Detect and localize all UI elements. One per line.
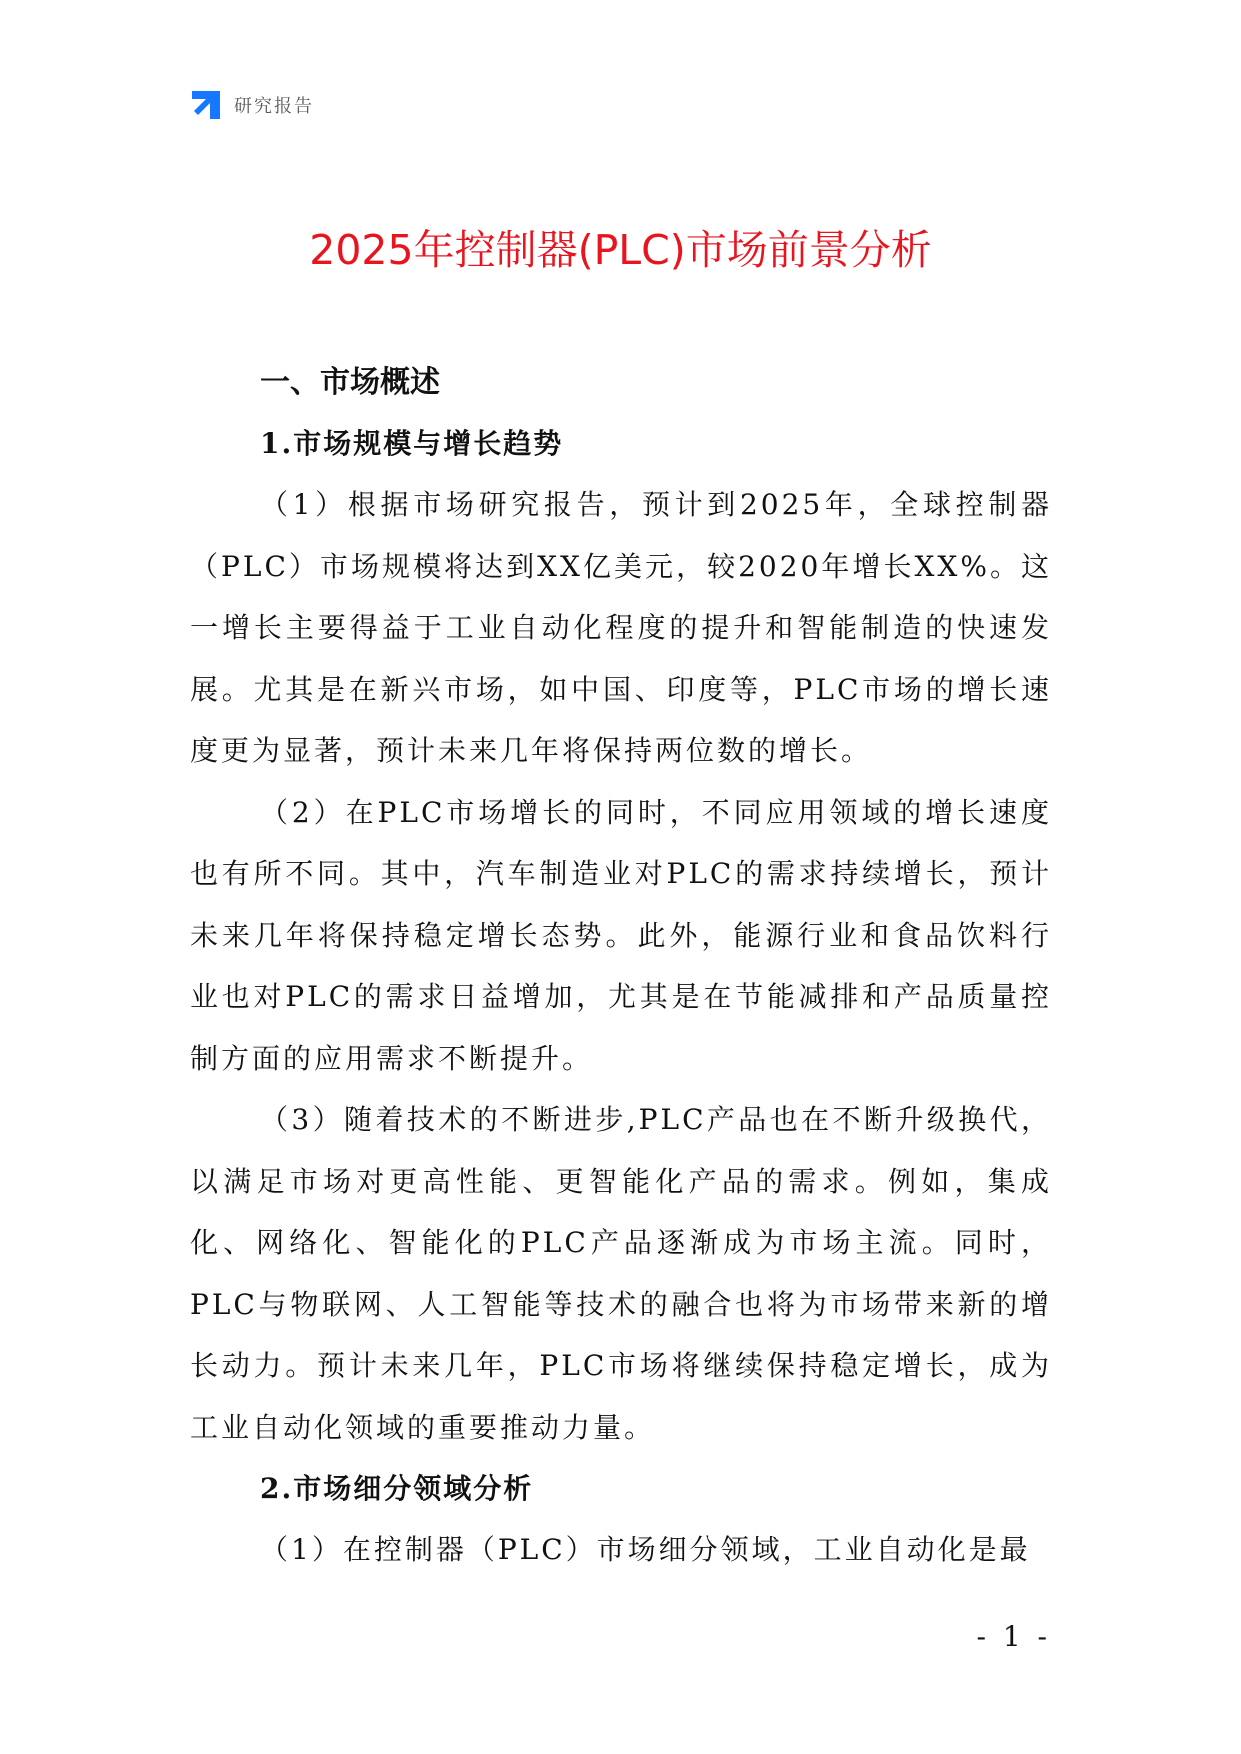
document-body xyxy=(190,352,1052,1581)
paragraph-4: （1）在控制器（PLC）市场细分领域，工业自动化是最 xyxy=(260,1533,1031,1566)
header-label: 研究报告 xyxy=(234,96,314,117)
paragraph-3: （3）随着技术的不断进步,PLC产品也在不断升级换代，以满足市场对更高性能、更智能化产品的需求。例如，集成化、网络化、智能化的PLC产品逐渐成为市场主流。同时，PLC与物联网、人工智能等技术的融合也将为市场带来新的增长动力。预计未来几年，PLC市场将继续保持稳定增长，成为工业自动化领域的重要推动力量。 xyxy=(190,1103,1052,1444)
section-heading-market-overview: 一、市场概述 xyxy=(260,365,440,400)
subsection-heading-market-size: 1.市场规模与增长趋势 xyxy=(260,427,564,460)
paragraph-1: （1）根据市场研究报告，预计到2025年，全球控制器（PLC）市场规模将达到XX亿美元，较2020年增长XX%。这一增长主要得益于工业自动化程度的提升和智能制造的快速发展。尤其是在新兴市场，如中国、印度等，PLC市场的增长速度更为显著，预计未来几年将保持两位数的增长。 xyxy=(190,488,1052,767)
document-title: 2025年控制器(PLC)市场前景分析 xyxy=(309,226,932,274)
paragraph-2: （2）在PLC市场增长的同时，不同应用领域的增长速度也有所不同。其中，汽车制造业对PLC的需求持续增长，预计未来几年将保持稳定增长态势。此外，能源行业和食品饮料行业也对PLC的需求日益增加，尤其是在节能减排和产品质量控制方面的应用需求不断提升。 xyxy=(190,795,1052,1075)
page-header xyxy=(190,88,314,122)
arrow-up-right-icon xyxy=(190,89,222,121)
page-number: - 1 - xyxy=(976,1620,1051,1653)
subsection-heading-segments: 2.市场细分领域分析 xyxy=(260,1472,534,1505)
